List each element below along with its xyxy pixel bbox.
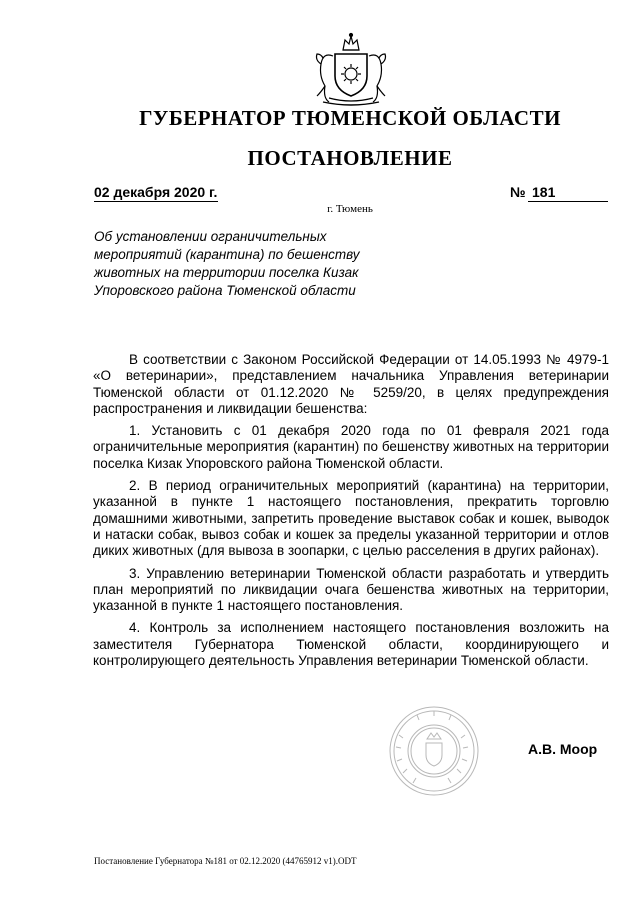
doc-subject: Об установлении ограничительных мероприятий (карантина) по бешенству животных на территории поселка Кизак Упоровского района Тюменской области xyxy=(94,229,360,298)
doc-body xyxy=(93,352,609,675)
body-paragraph-3: 3. Управлению ветеринарии Тюменской области разработать и утвердить план мероприятий по ликвидации очага бешенства животных на территории, указанной в пункте 1 настоящего постановления. xyxy=(93,565,609,614)
body-paragraph-4: 4. Контроль за исполнением настоящего постановления возложить на заместителя Губернатора Тюменской области, координирующего и контролирующего деятельность Управления ветеринарии Тюменской области. xyxy=(93,620,609,669)
coat-of-arms-icon xyxy=(299,32,403,110)
doc-number-sign: № xyxy=(510,184,526,200)
body-paragraph-preamble: В соответствии с Законом Российской Федерации от 14.05.1993 № 4979-1 «О ветеринарии», представлением начальника Управления ветеринарии Тюменской области от 01.12.2020 № 5259/20, в целях предупреждения распространения и ликвидации бешенства: xyxy=(93,352,609,416)
signatory-name: А.В. Моор xyxy=(528,741,598,757)
doc-date: 02 декабря 2020 г. xyxy=(94,184,218,200)
doc-number: 181 xyxy=(528,184,608,202)
doc-footer: Постановление Губернатора №181 от 02.12.2020 (44765912 v1).ODT xyxy=(94,856,357,866)
official-seal-icon xyxy=(387,705,481,797)
doc-city: г. Тюмень xyxy=(327,203,373,215)
org-name-heading: ГУБЕРНАТОР ТЮМЕНСКОЙ ОБЛАСТИ xyxy=(139,106,561,130)
body-paragraph-1: 1. Установить с 01 декабря 2020 года по 01 февраля 2021 года ограничительные мероприятия (карантин) по бешенству животных на территории поселка Кизак Упоровского района Тюменской области. xyxy=(93,423,609,471)
body-paragraph-2: 2. В период ограничительных мероприятий (карантина) на территории, указанной в пункте 1 настоящего постановления, прекратить торговлю домашними животными, запретить проведение выставок собак и кошек, выводок и натаски собак, вывоз собак и кошек за пределы указанной территории и отлов диких животных (для вывоза в зоопарки, с целью расселения в других районах). xyxy=(93,478,609,559)
doc-type-heading: ПОСТАНОВЛЕНИЕ xyxy=(247,146,453,170)
